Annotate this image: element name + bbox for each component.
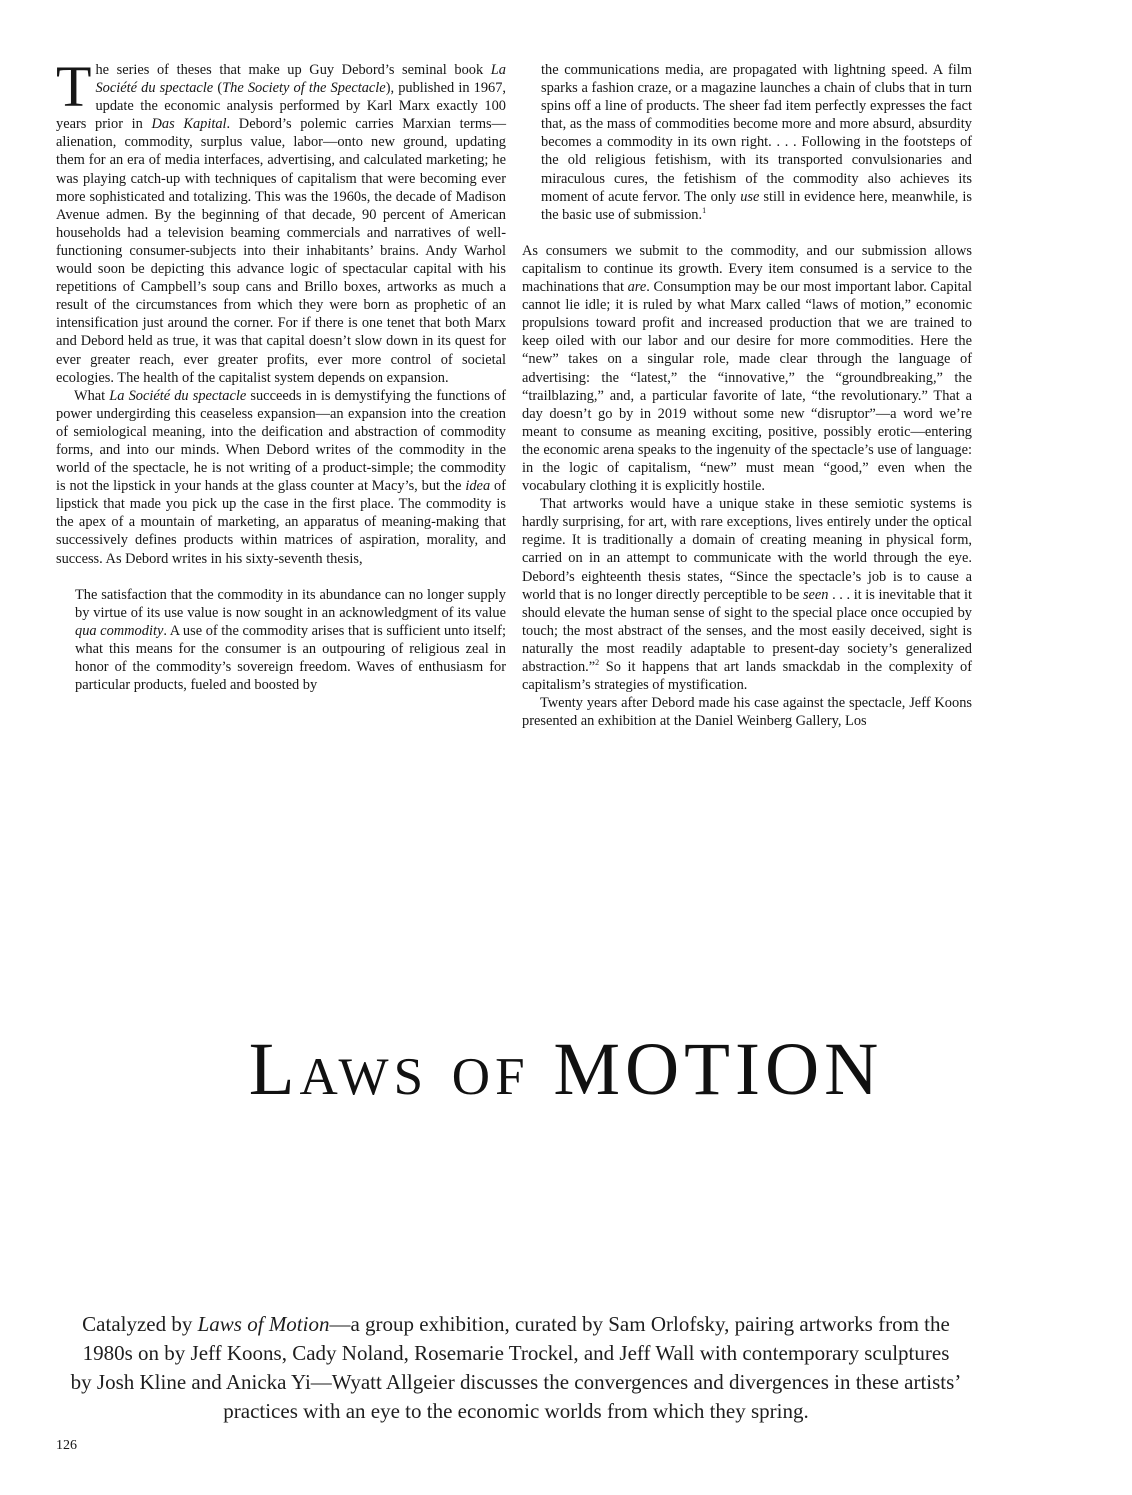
drop-cap: T (56, 54, 92, 119)
title-part-1: Laws of (248, 1028, 530, 1111)
paragraph-4 (522, 495, 972, 694)
exhibition-title-italic: Laws of Motion (197, 1312, 330, 1336)
quote-text (541, 61, 972, 224)
text-run: ), published in 1967, update the economic analysis performed by Karl Marx exactly 100 years prior in (56, 80, 507, 133)
text-run: That artworks would have a unique stake in these semiotic systems is hardly surprising, for art, with rare exceptions, lives entirely under the optical regime. It is traditionally a domain of creating meaning in physical form, carried on in an attempt to communicate with the world through the eye. Debord’s eighteenth thesis states, “Since the spectacle’s job is to cause a world that is no longer directly perceptible to be (522, 496, 972, 603)
text-run: . . . it is inevitable that it should elevate the human sense of sight to the special place once occupied by touch; the most abstract of the senses, and the most easily deceived, sight is naturally the most readily adaptable to present-day society’s generalized abstraction.” (522, 586, 973, 675)
emphasis: seen (802, 586, 829, 603)
left-column (56, 54, 507, 694)
footnote-marker: 1 (702, 205, 707, 215)
paragraph-3 (522, 242, 972, 495)
text-run: What (74, 387, 110, 404)
text-run: The satisfaction that the commodity in its abundance can no longer supply by virtue of its use value is now sought in an acknowledgment of its value (75, 586, 506, 621)
text-run: Catalyzed by (82, 1312, 198, 1336)
emphasis: idea (465, 478, 491, 495)
text-run: So it happens that art lands smackdab in the complexity of capitalism’s strategies of mystification. (522, 659, 972, 694)
book-title-italic: The Society of the Spectacle (222, 80, 386, 97)
paragraph-1 (56, 54, 507, 387)
article-deck (70, 1310, 962, 1426)
paragraph-2 (56, 387, 506, 568)
text-run: —a group exhibition, curated by Sam Orlofsky, pairing artworks from the 1980s on by Jeff Koons, Cady Noland, Rosemarie Trockel, and Jeff Wall with contemporary sculptures by Josh Kline and Anicka Yi—Wyatt Allgeier discusses the convergences and divergences in these artists’ practices with an eye to the economic worlds from which they spring. (70, 1312, 962, 1423)
emphasis: qua commodity (75, 622, 164, 639)
emphasis: use (740, 188, 760, 205)
book-title-italic: La Société du spectacle (109, 387, 247, 404)
quote-text (75, 586, 506, 695)
paragraph-5: Twenty years after Debord made his case against the spectacle, Jeff Koons presented an exhibition at the Daniel Weinberg Gallery, Los (522, 695, 972, 730)
spacer (522, 224, 972, 242)
emphasis: are (627, 279, 647, 296)
text-run: ( (213, 80, 223, 97)
block-quote (56, 586, 506, 695)
text-run: of lipstick that made you pick up the case in the first place. The commodity is the apex of a mountain of marketing, an apparatus of meaning-making that successively defines products within matrices of aspiration, morality, and success. As Debord writes in his sixty-seventh thesis, (56, 478, 506, 567)
page-number: 126 (56, 1438, 77, 1453)
article-title (0, 1030, 1132, 1110)
book-title-italic: Das Kapital (151, 116, 227, 133)
text-run: he series of theses that make up Guy Debord’s seminal book (95, 62, 491, 78)
text-run: . A use of the commodity arises that is sufficient unto itself; what this means for the consumer is an outpouring of religious zeal in honor of the commodity’s sovereign freedom. Waves of enthusiasm for particular products, fueled and boosted by (75, 622, 506, 694)
block-quote-continued (522, 61, 972, 224)
text-run: . Debord’s polemic carries Marxian terms—alienation, commodity, surplus value, labor—onto new ground, updating them for an era of media interfaces, advertising, and calculated marketing; he was playing catch-up with techniques of capitalism that were becoming ever more sophisticated and totalizing. This was the 1960s, the decade of Madison Avenue admen. By the beginning of that decade, 90 percent of American households had a television beaming commercials and narratives of well-functioning consumer-subjects into their inhabitants’ brains. Andy Warhol would soon be depicting this advance logic of spectacular capital with his repetitions of Campbell’s soup cans and Brillo boxes, artworks as much a result of the circumstances from which they were born as prophetic of an intensification just around the corner. For if there is one tenet that both Marx and Debord held as true, it was that capital doesn’t slow down in its quest for ever greater reach, ever greater profits, ever more control of societal ecologies. The health of the capitalist system depends on expansion. (56, 116, 507, 386)
book-title-italic: La Société du spectacle (95, 62, 506, 97)
title-part-2: MOTION (553, 1028, 884, 1111)
text-run: still in evidence here, meanwhile, is the basic use of submission. (541, 188, 973, 223)
text-run: As consumers we submit to the commodity, and our submission allows capitalism to continue its growth. Every item consumed is a service to the machinations that (522, 242, 972, 296)
text-run: . Consumption may be our most important labor. Capital cannot lie idle; it is ruled by what Marx called “laws of motion,” economic propulsions toward profit and increased production that we are trained to keep oiled with our labor and our desire for more commodities. Here the “new” takes on a singular role, made clear through the language of advertising: the “latest,” the “innovative,” the “groundbreaking,” the “trailblazing,” and, a particular favorite of late, “the revolutionary.” That a day doesn’t go by in 2019 without some new “disruptor”—a word we’re meant to consume as meaning exciting, positive, possibly erotic—entering the economic arena speaks to the ingenuity of the spectacle’s use of language: in the logic of capitalism, “new” must mean “good,” even when the vocabulary clothing it is explicitly hostile. (522, 279, 972, 495)
text-run: succeeds in is demystifying the functions of power undergirding this ceaseless expansion—an expansion into the creation of semiological meaning, into the deification and abstraction of commodity forms, and into our minds. When Debord writes of the commodity in the world of the spectacle, he is not writing of a product-simple; the commodity is not the lipstick in your hands at the glass counter at Macy’s, but the (56, 387, 507, 495)
text-run: the communications media, are propagated with lightning speed. A film sparks a fashion craze, or a magazine launches a chain of clubs that in turn spins off a line of products. The sheer fad item perfectly expresses the fact that, as the mass of commodities become more and more absurd, absurdity becomes a commodity in its own right. . . . Following in the footsteps of the old religious fetishism, with its transported convulsionaries and miraculous cures, the fetishism of the commodity also achieves its moment of acute fervor. The only (541, 62, 972, 205)
spacer (56, 568, 506, 586)
footnote-marker: 2 (595, 658, 600, 668)
right-column (522, 61, 972, 730)
